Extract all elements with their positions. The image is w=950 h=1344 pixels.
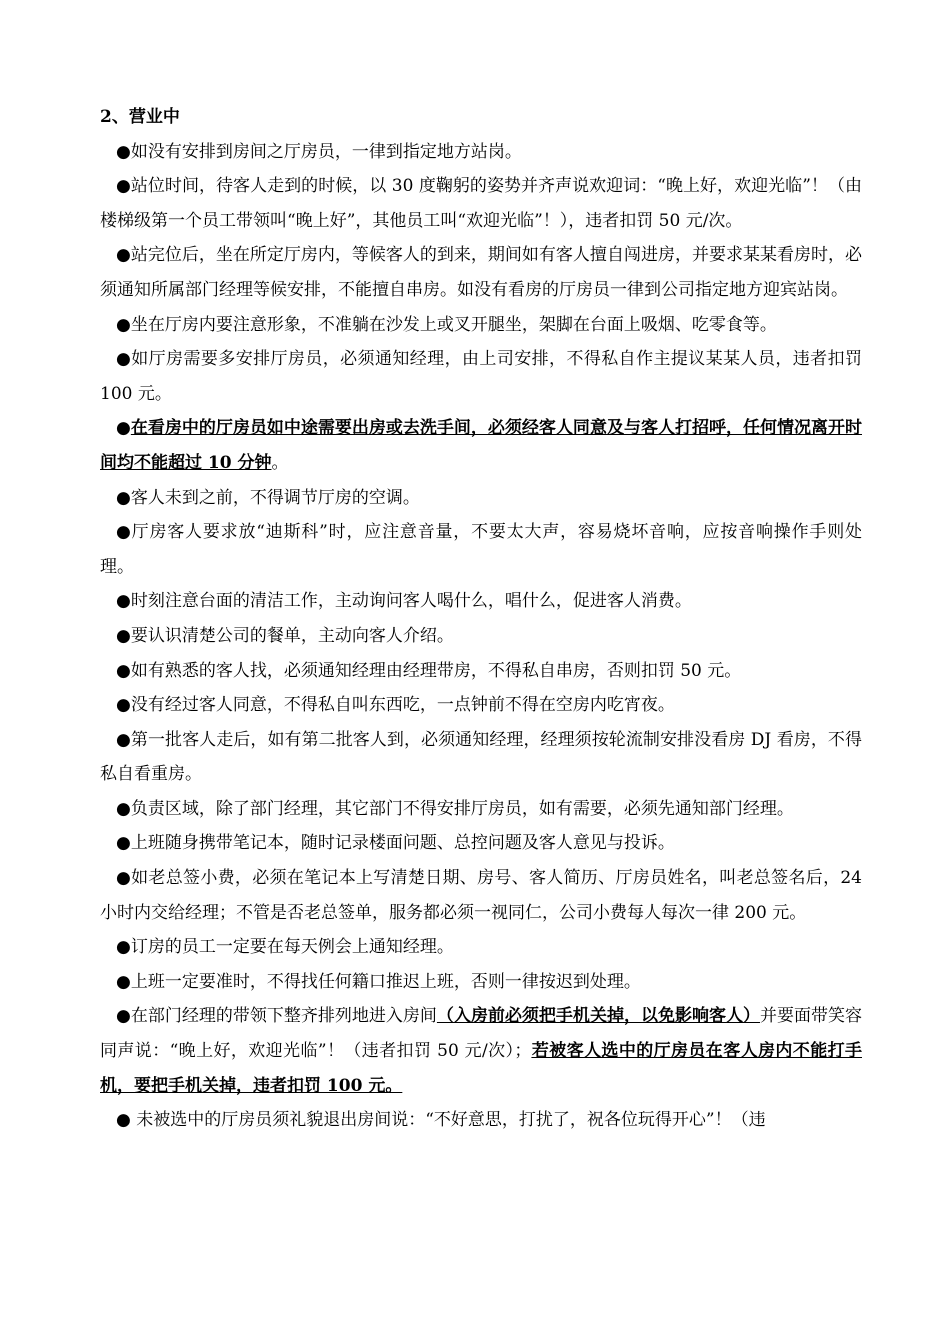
rule-paragraph: ●时刻注意台面的清洁工作，主动询问客人喝什么，唱什么，促进客人消费。 bbox=[116, 591, 692, 612]
rule-paragraph-mixed bbox=[100, 999, 862, 1103]
rule-paragraph-emphasized bbox=[100, 411, 862, 480]
emphasized-text: 若被客人选中的厅房员在客人房内不能打手机，要把手机关掉，违者扣罚 100 元。 bbox=[100, 1041, 862, 1096]
rule-paragraph: ●站完位后，坐在所定厅房内，等候客人的到来，期间如有客人擅自闯进房，并要求某某看房时，必须通知所属部门经理等候安排，不能擅自串房。如没有看房的厅房员一律到公司指定地方迎宾站岗。 bbox=[100, 245, 862, 300]
rule-paragraph: ●没有经过客人同意，不得私自叫东西吃，一点钟前不得在空房内吃宵夜。 bbox=[116, 695, 675, 716]
rule-paragraph: ●负责区域，除了部门经理，其它部门不得安排厅房员，如有需要，必须先通知部门经理。 bbox=[116, 798, 794, 819]
rule-paragraph: ●如有熟悉的客人找，必须通知经理由经理带房，不得私自串房，否则扣罚 50 元。 bbox=[116, 660, 742, 681]
rule-paragraph: ●订房的员工一定要在每天例会上通知经理。 bbox=[116, 937, 454, 958]
rule-paragraph: ●客人未到之前，不得调节厅房的空调。 bbox=[116, 487, 420, 508]
rule-paragraph: ● 未被选中的厅房员须礼貌退出房间说：“不好意思，打扰了，祝各位玩得开心”！（违 bbox=[116, 1110, 766, 1131]
bullet: ● bbox=[116, 418, 131, 439]
rule-paragraph: ●上班一定要准时，不得找任何籍口推迟上班，否则一律按迟到处理。 bbox=[116, 971, 641, 992]
document-body bbox=[100, 100, 862, 1138]
rule-paragraph: ●站位时间，待客人走到的时候，以 30 度鞠躬的姿势并齐声说欢迎词：“晚上好，欢迎光临”！（由楼梯级第一个员工带领叫“晚上好”，其他员工叫“欢迎光临”！），违者扣罚 50 元/次。 bbox=[100, 176, 862, 231]
rule-paragraph: ●要认识清楚公司的餐单，主动向客人介绍。 bbox=[116, 625, 454, 646]
underlined-note: （入房前必须把手机关掉，以免影响客人） bbox=[436, 1006, 760, 1027]
rule-paragraph: ●坐在厅房内要注意形象，不准躺在沙发上或叉开腿坐，架脚在台面上吸烟、吃零食等。 bbox=[116, 314, 777, 335]
paragraph-tail: 。 bbox=[271, 452, 289, 473]
emphasized-text: 在看房中的厅房员如中途需要出房或去洗手间，必须经客人同意及与客人打招呼，任何情况离开时间均不能超过 10 分钟 bbox=[100, 418, 862, 473]
rule-paragraph: ●如老总签小费，必须在笔记本上写清楚日期、房号、客人简历、厅房员姓名，叫老总签名后，24 小时内交给经理；不管是否老总签单，服务都必须一视同仁，公司小费每人每次一律 200 元。 bbox=[100, 868, 862, 923]
paragraph-text: 并要面带笑容同声说：“晚上好，欢迎光临”！（违者扣罚 50 元/次）； bbox=[100, 1006, 863, 1062]
rule-paragraph: ●上班随身携带笔记本，随时记录楼面问题、总控问题及客人意见与投诉。 bbox=[116, 833, 675, 854]
rule-paragraph: ●厅房客人要求放“迪斯科”时，应注意音量，不要太大声，容易烧坏音响，应按音响操作手则处理。 bbox=[100, 522, 862, 577]
rule-paragraph: ●如厅房需要多安排厅房员，必须通知经理，由上司安排，不得私自作主提议某某人员，违者扣罚 100 元。 bbox=[100, 349, 862, 404]
rule-paragraph: ●如没有安排到房间之厅房员，一律到指定地方站岗。 bbox=[116, 141, 522, 162]
section-heading: 2、营业中 bbox=[100, 107, 180, 127]
rule-paragraph: ●第一批客人走后，如有第二批客人到，必须通知经理，经理须按轮流制安排没看房 DJ 看房，不得私自看重房。 bbox=[100, 729, 862, 785]
paragraph-text: ●在部门经理的带领下整齐排列地进入房间 bbox=[116, 1006, 437, 1027]
